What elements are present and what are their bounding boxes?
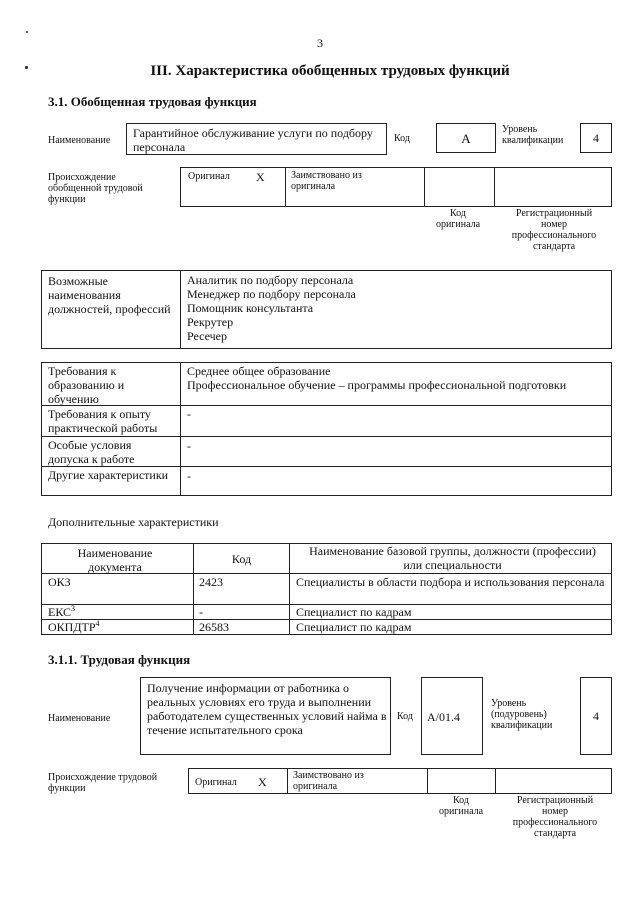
tf-borrowed-label: Заимствовано из оригинала	[293, 770, 364, 792]
gtf-level-value: 4	[593, 131, 599, 145]
scan-speck	[25, 66, 28, 69]
tf-name-label: Наименование	[48, 713, 111, 724]
row-code: 2423	[199, 575, 223, 589]
scan-speck	[26, 31, 28, 33]
divider	[180, 362, 181, 496]
position-item: Рекрутер	[187, 315, 234, 329]
divider	[495, 768, 496, 794]
tf-origin-table	[188, 768, 612, 794]
row-code: -	[199, 605, 203, 619]
position-item: Аналитик по подбору персонала	[187, 273, 354, 287]
divider	[494, 167, 495, 207]
divider	[41, 436, 612, 437]
req-special-label: Особые условия допуска к работе	[48, 438, 135, 466]
tf-heading: 3.1.1. Трудовая функция	[48, 652, 191, 667]
req-education-label: Требования к образованию и обучению	[48, 364, 125, 406]
tf-orig-code-caption: Код оригинала	[438, 795, 484, 817]
page-number: 3	[317, 36, 323, 50]
tf-original-label: Оригинал	[195, 777, 237, 788]
gtf-orig-code-caption: Код оригинала	[435, 208, 481, 230]
gtf-name-label: Наименование	[48, 135, 111, 146]
tf-level-label: Уровень (подуровень) квалификации	[491, 698, 553, 731]
divider	[41, 466, 612, 467]
tf-name-value: Получение информации от работника о реальных условиях его труда и выполнении работодателем существенных условий найма в течение испытательного срока	[147, 681, 387, 737]
row-name: Специалист по кадрам	[296, 605, 412, 619]
gtf-borrowed-label: Заимствовано из оригинала	[291, 170, 362, 192]
additional-heading: Дополнительные характеристики	[48, 515, 219, 529]
gtf-code-box	[436, 123, 496, 153]
gtf-code-label: Код	[394, 133, 410, 144]
tf-code-label: Код	[397, 711, 413, 722]
row-doc: ОКПДТР$^4$	[48, 619, 100, 634]
req-education-value: Среднее общее образование	[187, 364, 331, 378]
col-doc-header: Наименование документа	[77, 546, 153, 574]
tf-reg-number-caption: Регистрационный номер профессионального стандарта	[512, 795, 598, 839]
tf-code-box	[421, 677, 483, 755]
tf-original-mark: X	[258, 775, 267, 789]
tf-code-value: A/01.4	[427, 710, 460, 724]
divider	[289, 543, 290, 635]
position-item: Помощник консультанта	[187, 301, 314, 315]
gtf-code-value: А	[461, 131, 471, 146]
col-name-header: Наименование базовой группы, должности (профессии) или специальности	[309, 544, 596, 572]
req-education-values	[187, 364, 609, 392]
divider	[287, 768, 288, 794]
tf-name-box	[140, 677, 391, 755]
row-name: Специалист по кадрам	[296, 620, 412, 634]
gtf-level-box	[580, 123, 612, 153]
row-code: 26583	[199, 620, 229, 634]
row-doc: ОКЗ	[48, 575, 71, 589]
tf-level-value: 4	[593, 709, 599, 723]
row-name: Специалисты в области подбора и использования персонала	[296, 575, 605, 589]
tf-level-box	[580, 677, 612, 755]
gtf-origin-label: Происхождение обобщенной трудовой функции	[48, 172, 143, 205]
gtf-original-mark: X	[256, 170, 265, 184]
positions-label: Возможные наименования должностей, профессий	[48, 274, 171, 316]
req-other-label: Другие характеристики	[48, 468, 169, 482]
col-code-header: Код	[231, 552, 252, 566]
divider	[424, 167, 425, 207]
divider	[285, 167, 286, 207]
gtf-original-label: Оригинал	[188, 171, 230, 182]
row-doc: ЕКС$^3$	[48, 604, 76, 619]
gtf-origin-table	[180, 167, 612, 207]
req-special-value: -	[187, 439, 191, 453]
position-item: Менеджер по подбору персонала	[187, 287, 356, 301]
req-experience-value: -	[187, 407, 191, 421]
gtf-name-box	[126, 123, 387, 155]
positions-list	[187, 273, 356, 343]
divider	[180, 270, 181, 349]
position-item: Ресечер	[187, 329, 228, 343]
req-education-value: Профессиональное обучение – программы профессиональной подготовки	[187, 378, 567, 392]
gtf-heading: 3.1. Обобщенная трудовая функция	[48, 94, 257, 109]
req-experience-label: Требования к опыту практической работы	[48, 407, 158, 435]
tf-origin-label: Происхождение трудовой функции	[48, 772, 158, 794]
gtf-reg-number-caption: Регистрационный номер профессионального стандарта	[511, 208, 597, 252]
divider	[427, 768, 428, 794]
gtf-level-label: Уровень квалификации	[502, 124, 564, 146]
req-other-value: -	[187, 469, 191, 483]
gtf-name-value: Гарантийное обслуживание услуги по подбору персонала	[133, 126, 373, 154]
section-title: III. Характеристика обобщенных трудовых функций	[150, 63, 510, 79]
